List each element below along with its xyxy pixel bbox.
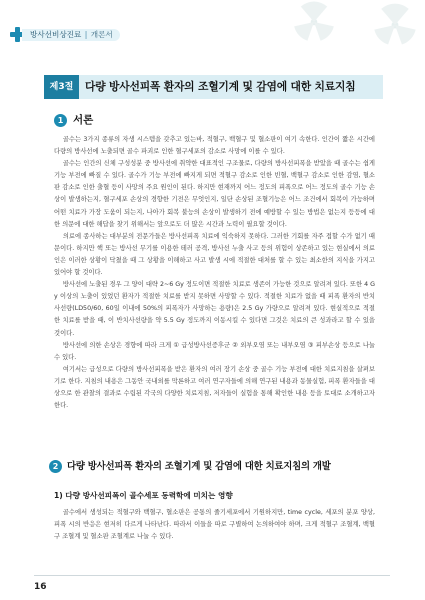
intro-body — [54, 134, 375, 412]
section-title: 다량 방사선피폭 환자의 조혈기계 및 감염에 대한 치료지침 — [85, 80, 356, 93]
radiation-watermark-icon — [372, 2, 418, 48]
section-tag: 제3절 — [44, 75, 79, 99]
paragraph: 골수에서 생성되는 적혈구와 백혈구, 혈소판은 공통의 줄기세포에서 기원하지만, time cycle, 세포의 분포 양상, 피폭 시의 반응은 현저히 다르게 나타난다. 따라서 이들을 따로 구별하여 논의하여야 하며, 크게 적혈구 조혈계, 백혈구 조혈계 및 혈소판 조혈계로 나눌 수 있다. — [54, 509, 375, 541]
header-separator: | — [84, 30, 88, 39]
running-header — [22, 29, 120, 41]
heading-intro: 서론 — [73, 114, 94, 126]
header-sub: 개론서 — [90, 30, 113, 39]
footer-rule — [34, 575, 390, 576]
heading-development: 다량 방사선피폭 환자의 조혈기계 및 감염에 대한 치료지침의 개발 — [67, 461, 331, 472]
paragraph: 여기서는 급성으로 다량의 방사선피폭을 받은 환자의 여러 장기 손상 중 골수 기능 부전에 대한 치료지침을 살펴보기로 한다. 지침의 내용은 그동안 국내외를 막론하고 여러 연구자들에 의해 연구된 내용과 동물실험, 피폭 환자들을 대상으로 한 관찰의 결과로 수립된 각국의 다양한 치료지침, 저자들이 실험을 통해 확인한 내용 등을 토대로 소개하고자 한다. — [54, 365, 375, 410]
heading-number: 1 — [54, 114, 67, 127]
header-main: 방사선비상진료 — [30, 30, 82, 39]
paragraph: 의료에 종사하는 대부분의 전문가들은 방사선피폭 치료에 익숙하지 못하다. 그러한 기회를 자주 접할 수가 없기 때문이다. 하지만 핵 또는 방사선 무기를 이용한 테러 공격, 방사선 누출 사고 등의 위험이 상존하고 있는 현실에서 의료인은 이러한 상황이 닥쳤을 때 그 상황을 이해하고 사고 발생 시에 적절한 대처를 할 수 있는 최소한의 지식을 가지고 있어야 할 것이다. — [54, 232, 375, 277]
page-number: 16 — [34, 582, 47, 592]
heading-number: 2 — [49, 460, 62, 473]
paragraph: 골수는 3가지 종류의 자생 시스템을 갖추고 있는바, 적혈구, 백혈구 및 혈소판이 여기 속한다. 인간이 짧은 시간에 다량의 방사선에 노출되면 골수 파괴로 인한 혈구세포의 감소로 사망에 이를 수 있다. — [54, 136, 375, 156]
subheading: 1) 다량 방사선피폭이 골수세포 동력학에 미치는 영향 — [54, 491, 233, 500]
paragraph: 골수는 인간의 신체 구성성분 중 방사선에 취약한 대표적인 구조물로, 다량의 방사선피폭을 받았을 때 골수는 쉽게 기능 부전에 빠질 수 있다. 골수가 기능 부전에 빠지게 되면 적혈구 감소로 인한 빈혈, 백혈구 감소로 인한 감염, 혈소판 감소로 인한 출혈 등이 사망의 주요 원인이 된다. 하지만 현재까지 어느 정도의 피폭으로 어느 정도의 골수 기능 손상이 발생하는지, 혈구세포 손상의 경향한 기전은 무엇인지, 일단 손상된 조혈기능은 어느 조건에서 회복이 가능하며 어떤 치료가 가장 도움이 되는지, 나아가 회복 불능의 손상이 발생하기 전에 예방할 수 있는 방법은 없는지 등등에 대한 의문에 대한 해답을 찾기 위해서는 앞으로도 더 많은 시간과 노력이 필요할 것이다. — [54, 160, 375, 228]
sub-body — [54, 507, 375, 543]
radiation-watermark-icon — [292, 0, 336, 44]
paragraph: 방사선에 노출된 경우 그 양이 대략 2~6 Gy 정도이면 적절한 치료로 생존이 가능한 것으로 알려져 있다. 또한 4 Gy 이상의 노출이 있었던 환자가 적절한 치료를 받지 못하면 사망할 수 있다. 적절한 치료가 없을 때 피폭 환자의 반치사선량(LD50/60, 60일 이내에 50%의 피폭자가 사망하는 용량)은 2.5 Gy 가량으로 알려져 있다. 현실적으로 적절한 치료를 받을 때, 이 반치사선량을 약 5.5 Gy 정도까지 이동시킬 수 있다면 그것은 치료의 큰 성과라고 할 수 있을 것이다. — [54, 281, 375, 337]
paragraph: 방사선에 의한 손상은 경향에 따라 크게 ① 급성방사선증후군 ② 외부오염 또는 내부오염 ③ 피부손상 등으로 나눌 수 있다. — [54, 341, 375, 361]
